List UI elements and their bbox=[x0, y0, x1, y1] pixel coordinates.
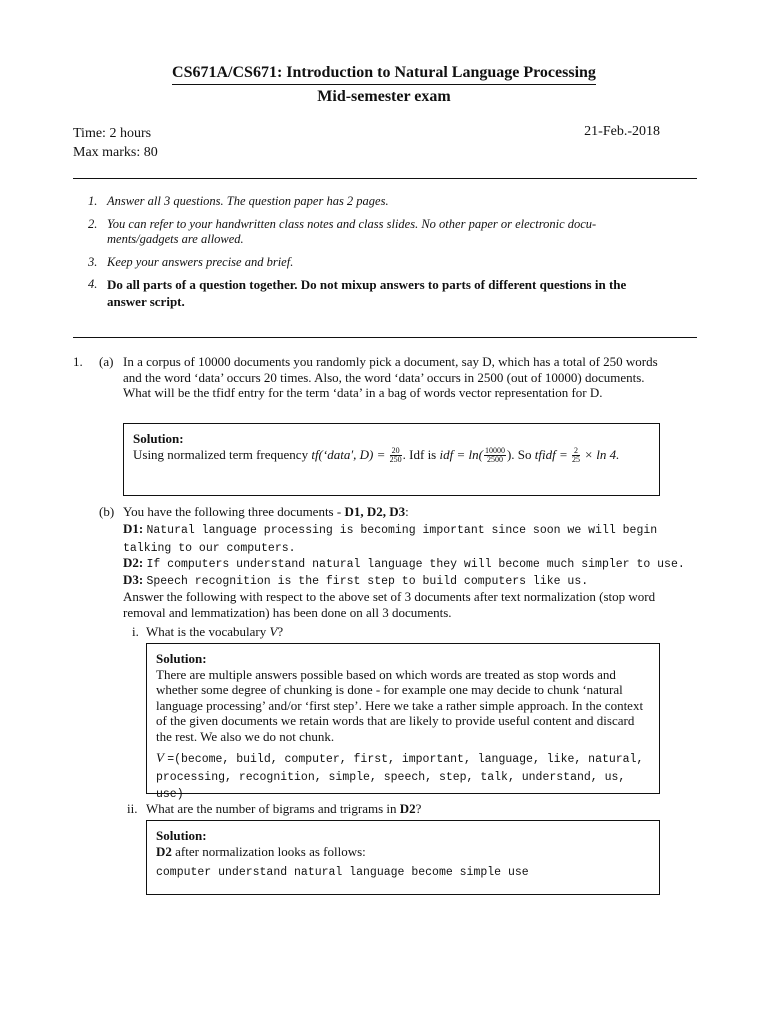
exam-title: Mid-semester exam bbox=[317, 88, 451, 105]
idf-formula: idf = ln( bbox=[439, 446, 483, 462]
divider-bottom bbox=[73, 337, 697, 338]
doc-text: Speech recognition is the first step to build computers like us. bbox=[146, 575, 589, 588]
solution-i-text: There are multiple answers possible based on which words are treated as stop words and whether some degree of chunking is done - for example one may decide to chunk ‘natural language processing’ and/or ‘first step’. Here we take a rather simple approach. In the context of the given documents we retain words that are likely to provide useful content and discard the rest. We also we do not chunk. bbox=[156, 666, 644, 744]
solution-heading: Solution: bbox=[133, 431, 184, 446]
instruction-text: Keep your answers precise and brief. bbox=[107, 254, 294, 269]
instruction-text: Answer all 3 questions. The question paper has 2 pages. bbox=[107, 194, 389, 208]
part-a-label: (a) bbox=[99, 354, 114, 369]
part-a-text: In a corpus of 10000 documents you randomly pick a document, say D, which has a total of 250 words and the word ‘data’ occurs 20 times. Also, the word ‘data’ occurs in 2500 (out of 10000) documents. What will be the tfidf entry for the term ‘data’ in a bag of words vector representation for D. bbox=[123, 354, 658, 400]
subpart-ii-question: What are the number of bigrams and trigrams in D2? bbox=[146, 801, 422, 816]
subpart-i-question: What is the vocabulary V? bbox=[146, 624, 284, 639]
document-d3 bbox=[123, 572, 703, 590]
instruction-item bbox=[88, 217, 662, 248]
instruction-number: 2. bbox=[88, 216, 98, 231]
course-title: CS671A/CS671: Introduction to Natural Language Processing bbox=[172, 64, 596, 85]
exam-meta bbox=[73, 124, 158, 162]
exam-max-marks: Max marks: 80 bbox=[73, 145, 158, 160]
instructions-list bbox=[88, 194, 662, 317]
result-text: × ln 4. bbox=[584, 446, 620, 462]
instruction-item bbox=[88, 194, 662, 210]
document-d2 bbox=[123, 555, 703, 573]
solution-heading: Solution: bbox=[156, 651, 207, 666]
solution-text: ). So bbox=[506, 446, 532, 462]
divider-top bbox=[73, 178, 697, 179]
tf-fraction: $\frac{20}{250}$ bbox=[389, 446, 402, 465]
solution-heading: Solution: bbox=[156, 828, 207, 843]
instruction-number: 4. bbox=[88, 277, 98, 291]
solution-text: Using normalized term frequency bbox=[133, 446, 309, 462]
doc-label: D3: bbox=[123, 572, 144, 587]
subpart-ii-label: ii. bbox=[127, 801, 138, 816]
solution-a-body bbox=[133, 447, 650, 465]
solution-box-ii bbox=[146, 820, 660, 895]
solution-ii-text: D2 after normalization looks as follows: bbox=[156, 843, 366, 859]
part-b-task: Answer the following with respect to the above set of 3 documents after text normalization (stop word removal and lemmatization) has been done on all 3 documents. bbox=[123, 589, 656, 620]
doc-label: D1: bbox=[123, 521, 144, 536]
solution-text: . Idf is bbox=[402, 446, 437, 462]
normalized-d2: computer understand natural language become simple use bbox=[156, 866, 529, 879]
tf-formula: tf(‘data′, D) = bbox=[311, 446, 386, 462]
title-block bbox=[0, 62, 768, 106]
doc-text: If computers understand natural language they will become much simpler to use. bbox=[146, 558, 685, 571]
doc-text: Natural language processing is becoming important since soon we will begin talking to our computers. bbox=[123, 524, 658, 555]
instruction-text: You can refer to your handwritten class notes and class slides. No other paper or electronic docu-ments/gadgets are allowed. bbox=[107, 216, 597, 246]
idf-fraction: $\frac{10000}{2500}$ bbox=[484, 446, 505, 465]
instruction-number: 3. bbox=[88, 254, 98, 269]
vocabulary-set: V =(become, build, computer, first, important, language, like, natural, processing, recognition, simple, speech, step, talk, understand, us, use) bbox=[156, 750, 644, 801]
document-d1 bbox=[123, 521, 703, 556]
instruction-item bbox=[88, 277, 662, 310]
exam-date: 21-Feb.-2018 bbox=[584, 124, 660, 139]
exam-time: Time: 2 hours bbox=[73, 126, 152, 141]
part-b-label: (b) bbox=[99, 504, 115, 519]
result-fraction: $\frac{2}{25}$ bbox=[571, 446, 580, 465]
part-b-intro: You have the following three documents - D1, D2, D3: bbox=[123, 504, 409, 519]
solution-box-a bbox=[123, 423, 660, 496]
instruction-text: Do all parts of a question together. Do not mixup answers to parts of different questions in the answer script. bbox=[107, 277, 627, 309]
tfidf-formula: tfidf = bbox=[534, 446, 568, 462]
instruction-number: 1. bbox=[88, 194, 98, 208]
solution-box-i bbox=[146, 643, 660, 801]
instruction-item bbox=[88, 255, 662, 271]
doc-label: D2: bbox=[123, 555, 144, 570]
question-number: 1. bbox=[73, 354, 83, 369]
subpart-i-label: i. bbox=[132, 624, 139, 639]
